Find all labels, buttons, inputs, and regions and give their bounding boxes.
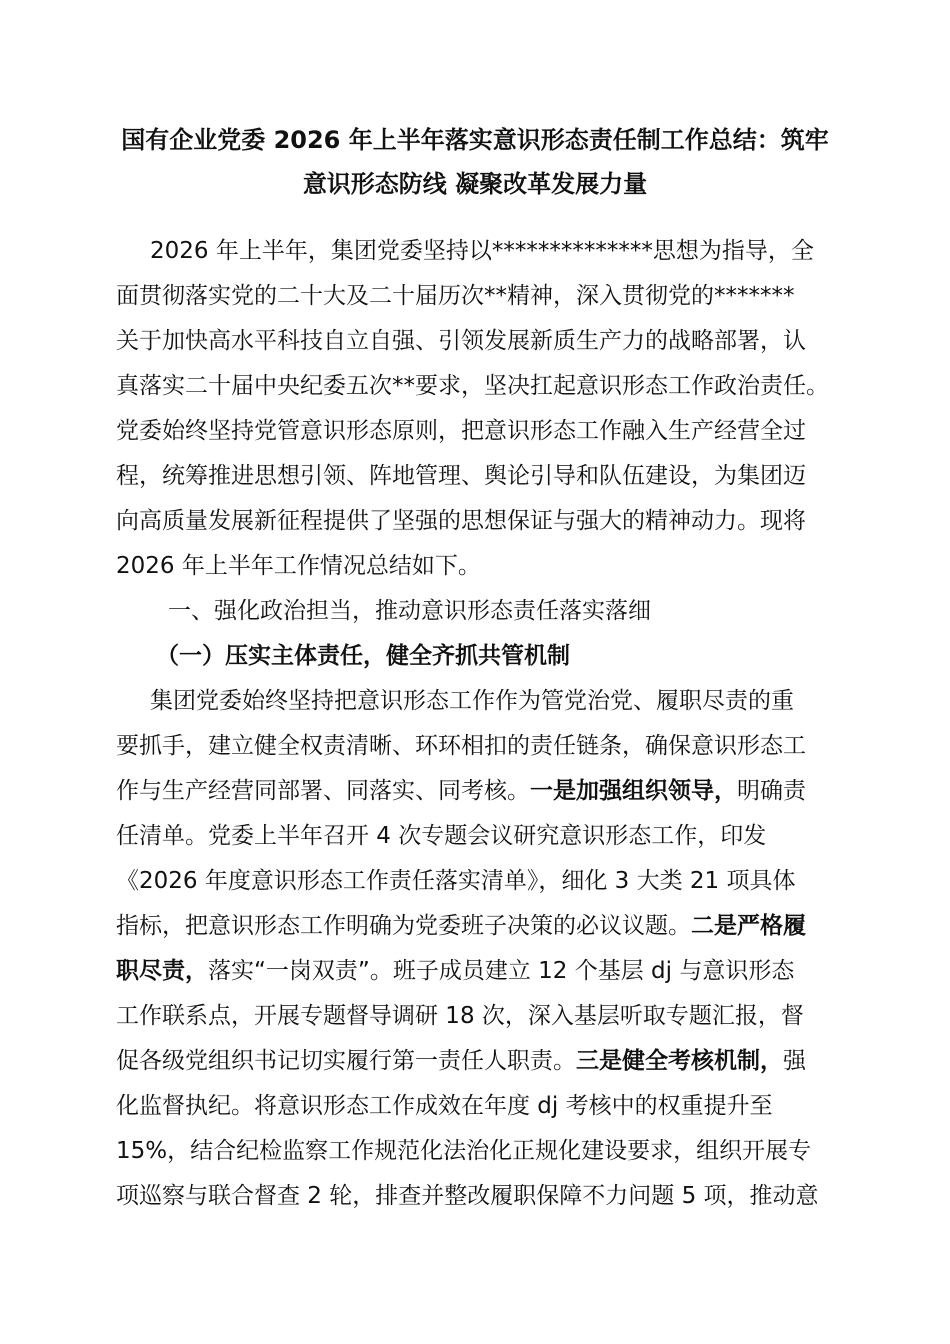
body-emphasis: 二是严格履 xyxy=(691,913,806,939)
body-text: 促各级党组织书记切实履行第一责任人职责。 xyxy=(116,1048,576,1074)
body-line: 集团党委始终坚持把意识形态工作作为管党治党、履职尽责的重 xyxy=(150,688,794,714)
body-line xyxy=(116,956,794,986)
body-line: 要抓手，建立健全权责清晰、环环相扣的责任链条，确保意识形态工 xyxy=(116,733,806,759)
intro-line: 面贯彻落实党的二十大及二十届历次**精神，深入贯彻党的******* xyxy=(116,283,795,309)
body-text: 指标，把意识形态工作明确为党委班子决策的必议议题。 xyxy=(116,913,691,939)
body-line: 15%，结合纪检监察工作规范化法治化正规化建设要求，组织开展专 xyxy=(116,1138,812,1164)
intro-line: 党委始终坚持党管意识形态原则，把意识形态工作融入生产经营全过 xyxy=(116,418,806,444)
document-title: 国有企业党委 2026 年上半年落实意识形态责任制工作总结：筑牢意识形态防线 凝聚改革发展力量 xyxy=(121,126,829,198)
intro-line: 关于加快高水平科技自立自强、引领发展新质生产力的战略部署，认 xyxy=(116,328,806,354)
subsection-heading: （一）压实主体责任，健全齐抓共管机制 xyxy=(156,643,570,669)
body-text: 强 xyxy=(783,1048,806,1074)
intro-line: 2026 年上半年，集团党委坚持以**************思想为指导，全 xyxy=(150,238,814,264)
intro-line: 真落实二十届中央纪委五次**要求，坚决扛起意识形态工作政治责任。 xyxy=(116,373,829,399)
body-line: 工作联系点，开展专题督导调研 18 次，深入基层听取专题汇报，督 xyxy=(116,1003,804,1029)
body-line: 任清单。党委上半年召开 4 次专题会议研究意识形态工作，印发 xyxy=(116,823,767,849)
body-line xyxy=(116,776,806,806)
body-emphasis: 职尽责， xyxy=(116,958,208,984)
body-line: 《2026 年度意识形态工作责任落实清单》，细化 3 大类 21 项具体 xyxy=(116,868,796,894)
body-text: 明确责 xyxy=(737,778,806,804)
body-emphasis: 一是加强组织领导， xyxy=(530,778,737,804)
intro-line: 2026 年上半年工作情况总结如下。 xyxy=(116,553,481,579)
body-emphasis: 三是健全考核机制， xyxy=(576,1048,783,1074)
section-heading: 一、强化政治担当，推动意识形态责任落实落细 xyxy=(168,598,651,624)
body-line: 项巡察与联合督查 2 轮，排查并整改履职保障不力问题 5 项，推动意 xyxy=(116,1183,819,1209)
body-line: 化监督执纪。将意识形态工作成效在年度 dj 考核中的权重提升至 xyxy=(116,1093,773,1119)
body-line xyxy=(116,911,806,941)
body-text: 落实“一岗双责”。班子成员建立 12 个基层 dj 与意识形态 xyxy=(208,958,795,984)
body-text: 作与生产经营同部署、同落实、同考核。 xyxy=(116,778,530,804)
intro-line: 程，统筹推进思想引领、阵地管理、舆论引导和队伍建设，为集团迈 xyxy=(116,463,806,489)
intro-line: 向高质量发展新征程提供了坚强的思想保证与强大的精神动力。现将 xyxy=(116,508,806,534)
body-line xyxy=(116,1046,806,1076)
